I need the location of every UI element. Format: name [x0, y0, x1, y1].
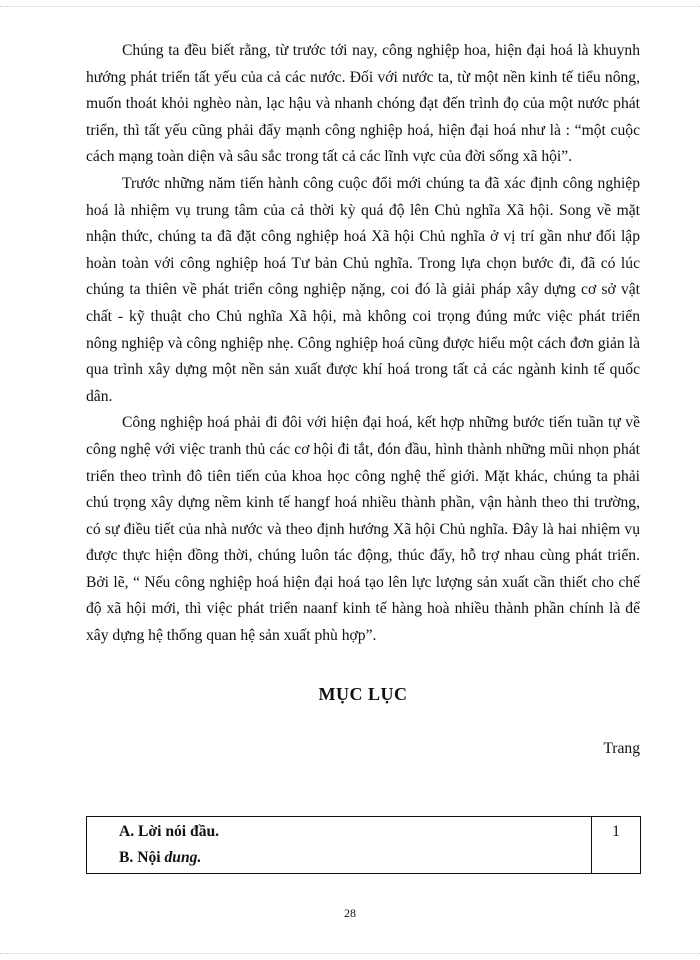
paragraph-3: Công nghiệp hoá phải đi đôi với hiện đại hoá, kết hợp những bước tiến tuần tự về công nghệ với việc tranh thủ các cơ hội đi tắt, đón đầu, hình thành những mũi nhọn phát triển theo trình đô tiên tiến của khoa học công nghệ thế giới. Mặt khác, chúng ta phải chú trọng xây dựng nềm kinh tế hangf hoá nhiều thành phần, vận hành theo thi trường, có sự điều tiết của nhà nước và theo định hướng Xã hội Chủ nghĩa. Đây là hai nhiệm vụ được thực hiện đồng thời, chúng luôn tác động, thúc đẩy, hỗ trợ nhau cùng phát triển. Bởi lẽ, “ Nếu công nghiệp hoá hiện đại hoá tạo lên lực lượng sản xuất cần thiết cho chế độ xã hội mới, thì việc phát triển naanf kinh tế hàng hoà nhiều thành phần chính là để xây dựng hệ thống quan hệ sản xuất phù hợp”. [86, 414, 640, 645]
toc-page-header: Trang [603, 740, 640, 757]
paragraph-2: Trước những năm tiến hành công cuộc đổi mới chúng ta đã xác định công nghiệp hoá là nhiệm vụ trung tâm của cả thời kỳ quá độ lên Chủ nghĩa Xã hội. Song về mặt nhận thức, chúng ta đã đặt công nghiệp hoá Xã hội Chủ nghĩa ở vị trí gần như đối lập hoàn toàn với công nghiệp hoá Tư bản Chủ nghĩa. Trong lựa chọn bước đi, đã có lúc chúng ta thiên về phát triển công nghiệp nặng, coi đó là giải pháp xây dựng cơ sở vật chất - kỹ thuật cho Chủ nghĩa Xã hội, mà không coi trọng đúng mức việc phát triển nông nghiệp và công nghiệp nhẹ. Công nghiệp hoá cũng được hiểu một cách đơn giản là qua trình xây dựng một nền sản xuất được khí hoá trong tất cả các ngành kinh tế quốc dân. [86, 174, 640, 405]
toc-entries-cell [87, 817, 592, 874]
page-border-bottom [0, 953, 700, 954]
page-border-top [0, 6, 700, 7]
toc-row [87, 817, 641, 874]
toc-item-b-prefix: B. Nội [119, 849, 161, 866]
page-number: 28 [344, 906, 356, 920]
toc-page-cell: 1 [592, 817, 641, 874]
toc-item-a: A. Lời nói đầu. [119, 823, 220, 840]
toc-title: MỤC LỤC [318, 684, 408, 704]
toc-table [86, 816, 641, 874]
toc-item-b [119, 845, 591, 871]
toc-item-b-suffix: dung. [164, 849, 202, 866]
paragraph-1: Chúng ta đều biết rằng, từ trước tới nay, công nghiệp hoa, hiện đại hoá là khuynh hướng phát triển tất yếu của cả các nước. Đối với nước ta, từ một nền kinh tế tiểu nông, muốn thoát khỏi nghèo nàn, lạc hậu và nhanh chóng đạt đến trình đọ của một nước phát triển, thì tất yếu cũng phải đẩy mạnh công nghiệp hoá, hiện đại hoá như là : “một cuộc cách mạng toàn diện và sâu sắc trong tất cả các lĩnh vực của đời sống xã hội”. [86, 42, 640, 166]
body-text [86, 38, 640, 650]
